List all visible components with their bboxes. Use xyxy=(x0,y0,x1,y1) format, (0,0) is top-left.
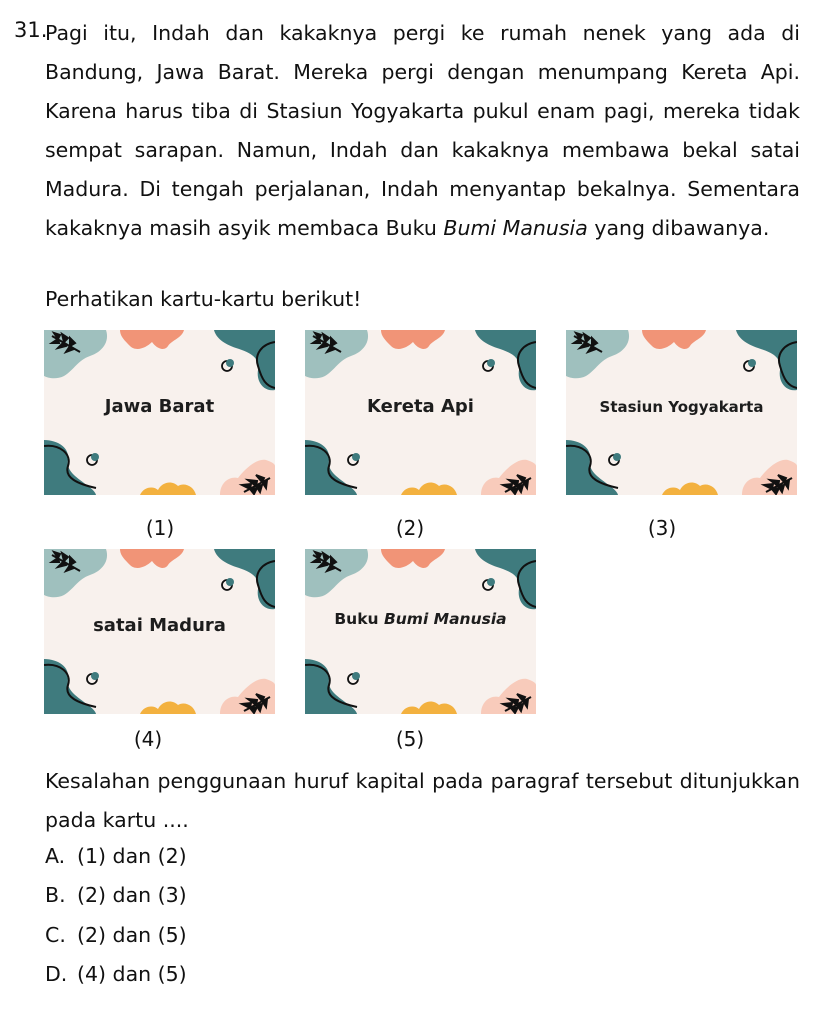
card-2 xyxy=(305,330,536,495)
option-a-text: (1) dan (2) xyxy=(77,844,187,868)
option-d[interactable] xyxy=(45,962,187,986)
option-c-text: (2) dan (5) xyxy=(77,923,187,947)
paragraph-intro: Pagi itu, Indah dan kakaknya pergi ke rumah nenek yang ada di Bandung, Jawa Barat. Mereka pergi dengan menumpang Kereta Api. Karena harus tiba di Stasiun Yogyakarta pukul enam pagi, mereka tidak sempat sarapan. Namun, Indah dan kakaknya membawa bekal satai Madura. Di tengah perjalanan, Indah menyantap bekalnya. Sementara kakaknya masih asyik membaca Buku xyxy=(45,21,800,240)
card-5-label: (5) xyxy=(395,727,425,751)
card-1 xyxy=(44,330,275,495)
card-3 xyxy=(566,330,797,495)
card-2-text: Kereta Api xyxy=(367,396,474,417)
card-5-text-title: Bumi Manusia xyxy=(383,610,507,628)
card-5-text xyxy=(305,610,536,628)
card-4-text: satai Madura xyxy=(93,615,226,636)
question-paragraph xyxy=(45,14,800,248)
card-1-text: Jawa Barat xyxy=(104,396,215,417)
card-1-label: (1) xyxy=(145,516,175,540)
cards-prompt: Perhatikan kartu-kartu berikut! xyxy=(45,287,362,311)
card-3-label: (3) xyxy=(647,516,677,540)
card-2-label: (2) xyxy=(395,516,425,540)
option-a[interactable] xyxy=(45,844,187,868)
card-4 xyxy=(44,549,275,714)
card-decoration xyxy=(305,549,536,714)
question-text: Kesalahan penggunaan huruf kapital pada paragraf tersebut ditunjukkan pada kartu .... xyxy=(45,769,800,832)
paragraph-outro: yang dibawanya. xyxy=(587,216,770,240)
option-c-letter: C. xyxy=(45,923,66,947)
option-d-letter: D. xyxy=(45,962,68,986)
book-title: Bumi Manusia xyxy=(443,216,588,240)
option-d-text: (4) dan (5) xyxy=(77,962,187,986)
card-5 xyxy=(305,549,536,714)
card-3-text: Stasiun Yogyakarta xyxy=(599,398,764,416)
card-5-text-prefix: Buku xyxy=(334,610,384,628)
option-c[interactable] xyxy=(45,923,187,947)
option-b-text: (2) dan (3) xyxy=(77,883,187,907)
question-number: 31. xyxy=(14,18,48,42)
option-b-letter: B. xyxy=(45,883,66,907)
option-a-letter: A. xyxy=(45,844,66,868)
card-4-label: (4) xyxy=(133,727,163,751)
option-b[interactable] xyxy=(45,883,187,907)
